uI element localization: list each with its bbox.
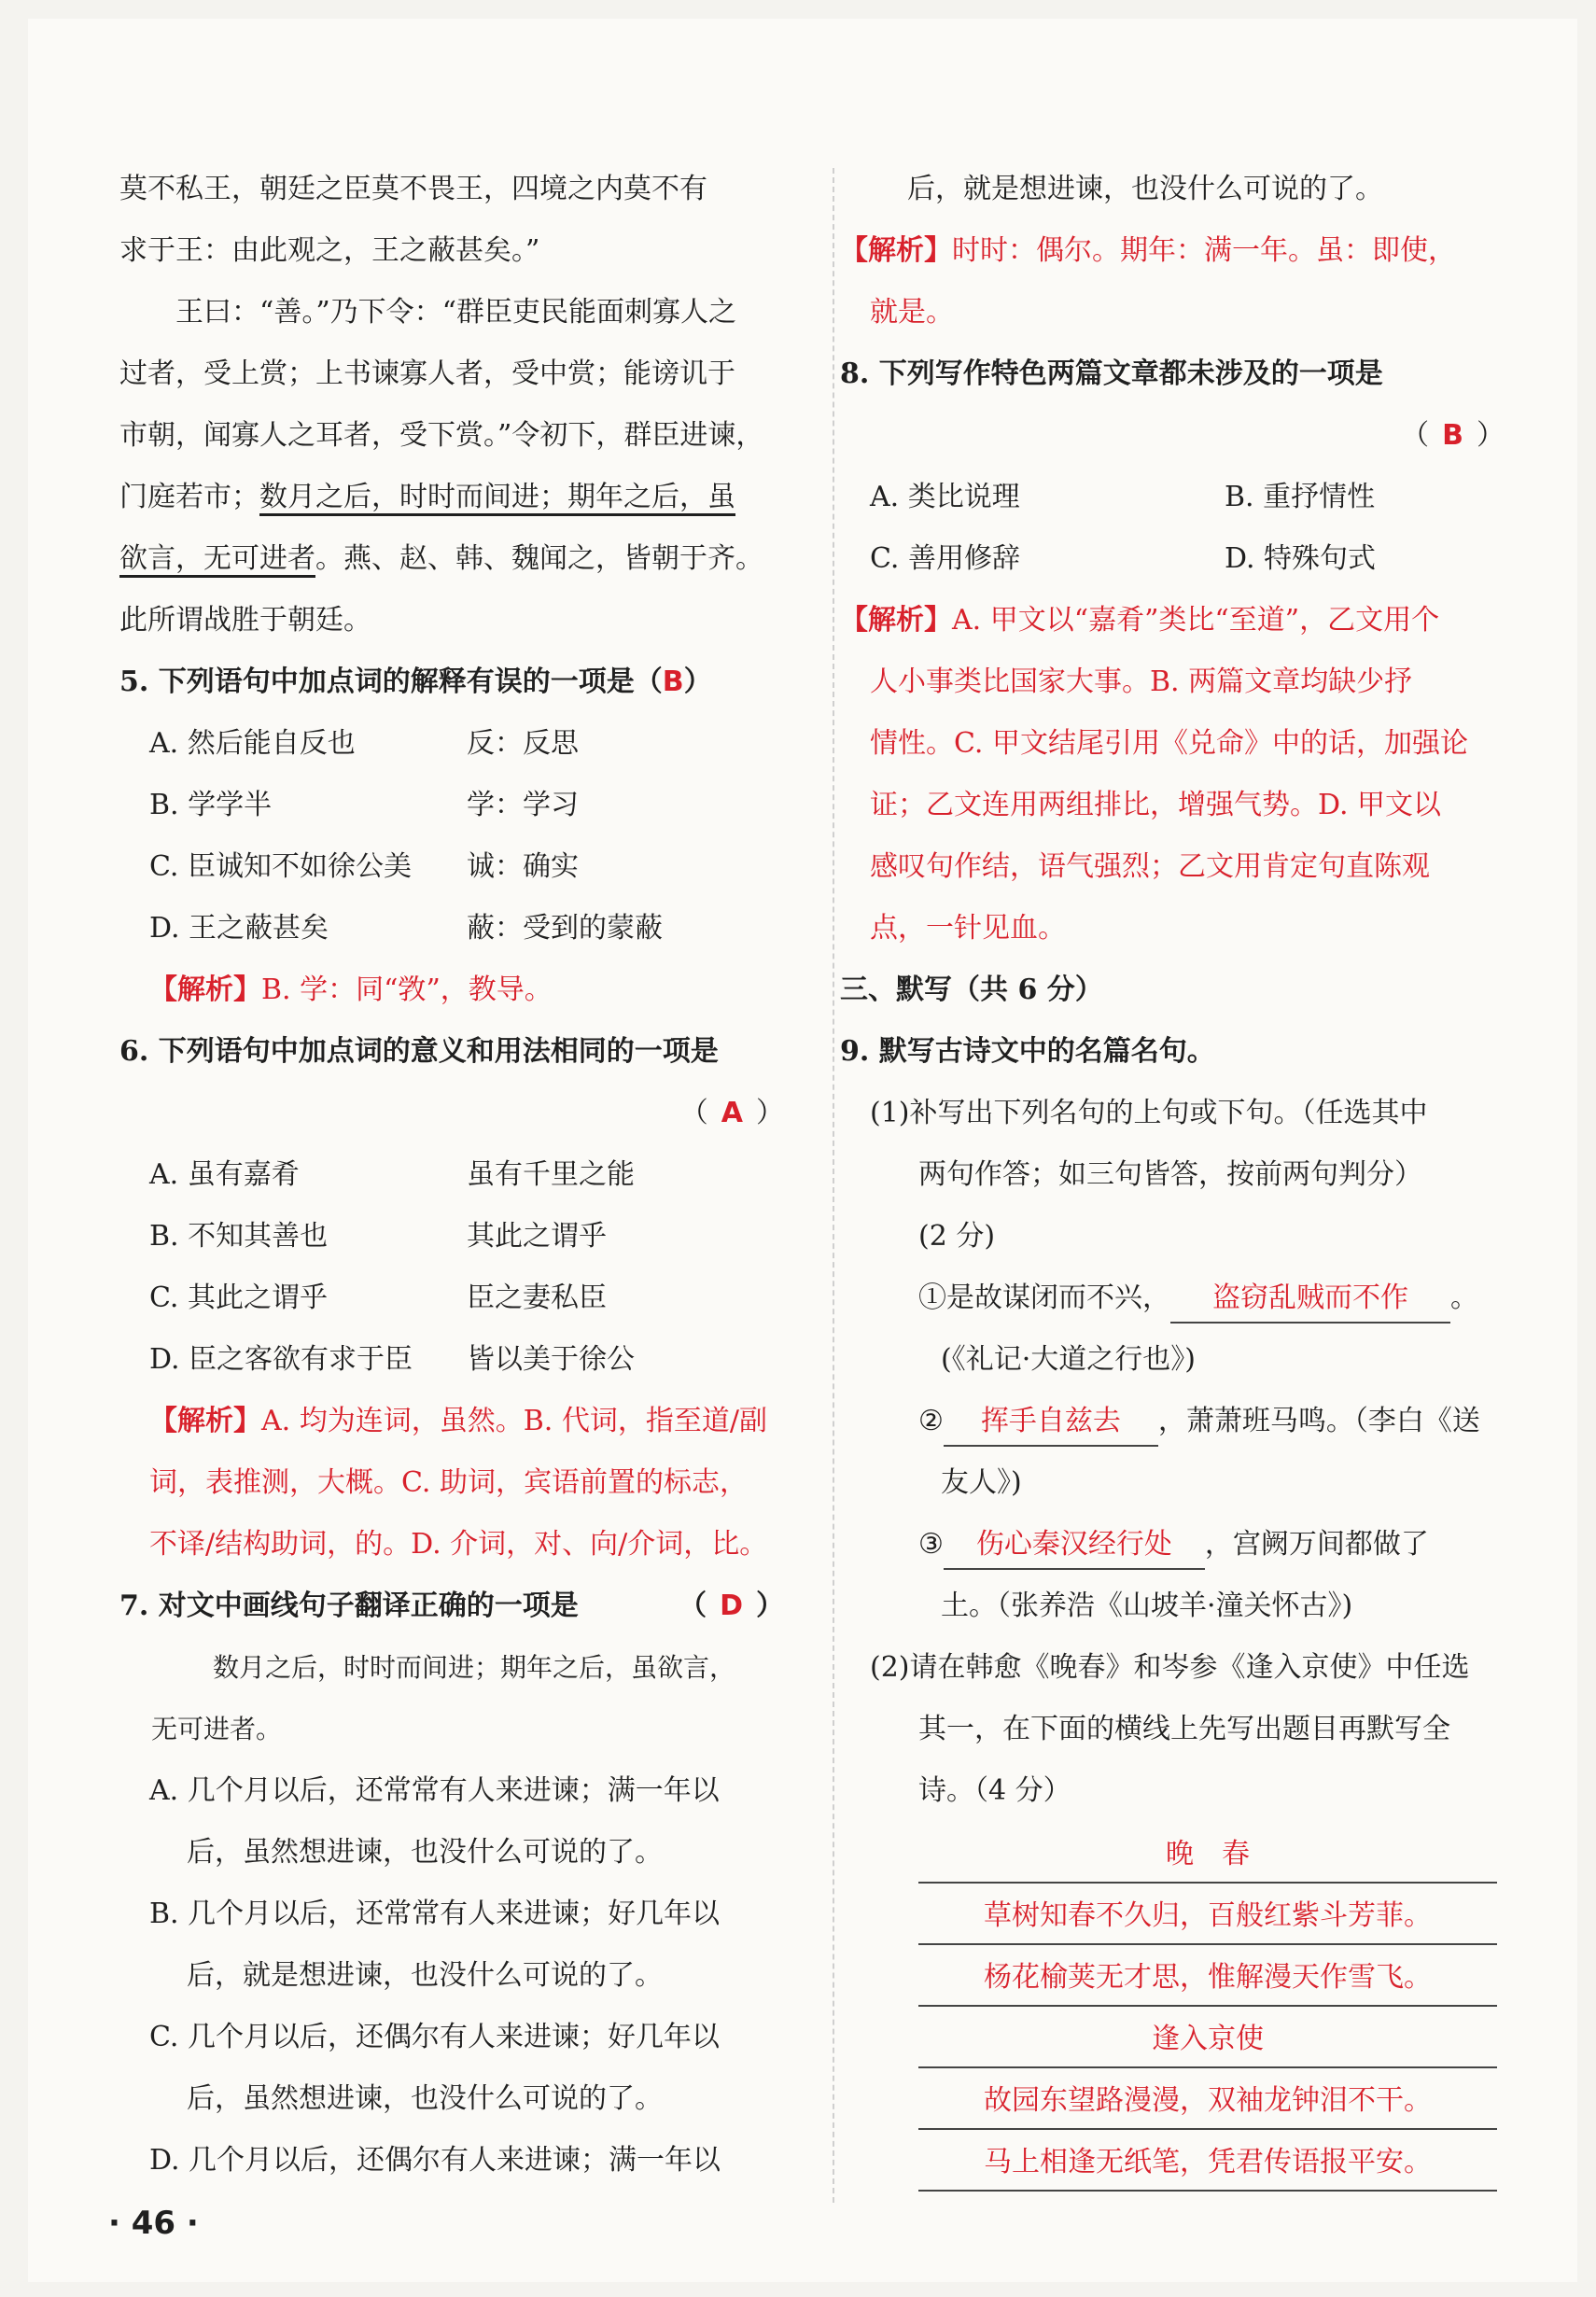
passage-line: 过者，受上赏；上书谏寡人者，受中赏；能谤讥于 <box>119 357 735 390</box>
answer-letter: B <box>662 665 684 698</box>
question-5-option: D. 王之蔽甚矣 蔽：受到的蒙蔽 <box>149 912 663 945</box>
question-5-stem: 5. 下列语句中加点词的解释有误的一项是（B） <box>119 665 712 698</box>
answer-blank: 伤心秦汉经行处 <box>944 1521 1205 1570</box>
passage-line: 欲言，无可进者。燕、赵、韩、魏闻之，皆朝于齐。 <box>119 542 763 575</box>
question-8-analysis-line: 感叹句作结，语气强烈；乙文用肯定句直陈观 <box>870 850 1430 883</box>
question-5-option: A. 然后能自反也 反：反思 <box>149 727 579 760</box>
question-7-option-cont: 后，虽然想进谏，也没什么可说的了。 <box>187 2082 663 2115</box>
question-7-analysis: 【解析】时时：偶尔。期年：满一年。虽：即使， <box>840 234 1456 267</box>
question-6-stem: 6. 下列语句中加点词的意义和用法相同的一项是 <box>119 1035 719 1068</box>
question-9-part1: (1)补写出下列名句的上句或下句。（任选其中 <box>870 1097 1428 1129</box>
answer-letter: A <box>721 1097 743 1129</box>
question-8-analysis-line: 人小事类比国家大事。B. 两篇文章均缺少抒 <box>870 665 1413 698</box>
fill-item-1-source: (《礼记·大道之行也》) <box>941 1343 1196 1376</box>
poem-line: 故园东望路漫漫，双袖龙钟泪不干。 <box>918 2068 1497 2130</box>
question-9-stem: 9. 默写古诗文中的名篇名句。 <box>840 1035 1215 1068</box>
poem-line: 马上相逢无纸笔，凭君传语报平安。 <box>918 2130 1497 2192</box>
section-heading: 三、默写（共 6 分） <box>840 973 1103 1006</box>
poem-title: 逢入京使 <box>918 2007 1497 2068</box>
question-6-analysis-line: 词，表推测，大概。C. 助词，宾语前置的标志， <box>149 1466 748 1499</box>
question-8-stem: 8. 下列写作特色两篇文章都未涉及的一项是 <box>840 357 1383 390</box>
question-8-analysis-line: 证；乙文连用两组排比，增强气势。D. 甲文以 <box>870 789 1442 821</box>
underlined-sentence: 欲言，无可进者 <box>119 542 315 575</box>
question-7-analysis-line: 就是。 <box>870 296 954 329</box>
question-6-analysis-line: 不译/结构助词，的。D. 介词，对、向/介词，比。 <box>149 1528 768 1561</box>
left-column <box>119 159 784 2192</box>
question-8-option: A. 类比说理 B. 重抒情性 <box>870 481 1376 513</box>
fill-item-3-source: 土。（张养浩《山坡羊·潼关怀古》) <box>941 1590 1353 1622</box>
answer-blank: 盗窃乱贼而不作 <box>1170 1275 1450 1324</box>
answer-letter: D <box>720 1590 743 1622</box>
question-8-analysis-line: 情性。C. 甲文结尾引用《兑命》中的话，加强论 <box>870 727 1468 760</box>
fill-item-2-source: 友人》) <box>941 1466 1022 1499</box>
column-divider <box>833 168 834 2203</box>
question-8-analysis-line: 点，一针见血。 <box>870 912 1066 945</box>
question-8-analysis: 【解析】A. 甲文以“嘉肴”类比“至道”，乙文用个 <box>840 604 1440 637</box>
answer-blank: 挥手自兹去 <box>944 1398 1158 1447</box>
underlined-sentence: 数月之后，时时而间进；期年之后，虽 <box>259 481 735 513</box>
question-7-option: C. 几个月以后，还偶尔有人来进谏；好几年以 <box>149 2021 720 2053</box>
passage-line: 门庭若市；数月之后，时时而间进；期年之后，虽 <box>119 481 735 513</box>
fill-item-1: ①是故谋闭而不兴， 盗窃乱贼而不作 。 <box>840 1268 1505 1329</box>
question-9-part1-score: (2 分) <box>918 1220 996 1253</box>
passage-line: 莫不私王，朝廷之臣莫不畏王，四境之内莫不有 <box>119 173 707 205</box>
question-9-part2-cont: 其一，在下面的横线上先写出题目再默写全 <box>918 1713 1450 1745</box>
question-6-option: C. 其此之谓乎 臣之妻私臣 <box>149 1282 607 1314</box>
fill-item-2: ② 挥手自兹去 ，萧萧班马鸣。（李白《送 <box>840 1391 1505 1452</box>
question-7-option-cont: 后，就是想进谏，也没什么可说的了。 <box>907 173 1383 205</box>
poem-title: 晚 春 <box>918 1822 1497 1884</box>
question-7-option: D. 几个月以后，还偶尔有人来进谏；满一年以 <box>149 2144 721 2177</box>
passage-line: 此所谓战胜于朝廷。 <box>119 604 371 637</box>
poem-line: 杨花榆荚无才思，惟解漫天作雪飞。 <box>918 1945 1497 2007</box>
question-7-stem: 7. 对文中画线句子翻译正确的一项是 （ D ） <box>119 1590 784 1622</box>
question-8-option: C. 善用修辞 D. 特殊句式 <box>870 542 1377 575</box>
question-5-option: C. 臣诚知不如徐公美 诚：确实 <box>149 850 579 883</box>
question-5-analysis: 【解析】B. 学：同“敩”，教导。 <box>149 973 553 1006</box>
question-6-option: A. 虽有嘉肴 虽有千里之能 <box>149 1158 635 1191</box>
passage-line: 市朝，闻寡人之耳者，受下赏。”令初下，群臣进谏， <box>119 419 764 452</box>
passage-line: 求于王：由此观之，王之蔽甚矣。” <box>119 234 540 267</box>
question-7-quote: 数月之后，时时而间进；期年之后，虽欲言， <box>213 1652 736 1683</box>
passage-line: 王曰：“善。”乃下令：“群臣吏民能面刺寡人之 <box>175 296 737 329</box>
question-5-option: B. 学学半 学：学习 <box>149 789 579 821</box>
answer-letter: B <box>1442 419 1463 452</box>
right-column <box>840 159 1505 2192</box>
question-6-analysis: 【解析】A. 均为连词，虽然。B. 代词，指至道/副 <box>149 1405 767 1437</box>
question-8-answer: （ B ） <box>1401 419 1505 452</box>
poem-line: 草树知春不久归，百般红紫斗芳菲。 <box>918 1884 1497 1945</box>
question-7-option: A. 几个月以后，还常常有人来进谏；满一年以 <box>149 1774 720 1807</box>
question-7-quote: 无可进者。 <box>151 1714 283 1744</box>
question-9-part2-cont: 诗。（4 分） <box>918 1774 1071 1807</box>
question-6-answer: （ A ） <box>679 1097 784 1129</box>
question-7-option-cont: 后，虽然想进谏，也没什么可说的了。 <box>187 1836 663 1869</box>
question-6-option: B. 不知其善也 其此之谓乎 <box>149 1220 607 1253</box>
question-7-option-cont: 后，就是想进谏，也没什么可说的了。 <box>187 1959 663 1992</box>
fill-item-3: ③ 伤心秦汉经行处 ，宫阙万间都做了 <box>840 1514 1505 1576</box>
question-9-part1-cont: 两句作答；如三句皆答，按前两句判分） <box>918 1158 1422 1191</box>
page-number: · 46 · <box>108 2205 199 2242</box>
question-6-option: D. 臣之客欲有求于臣 皆以美于徐公 <box>149 1343 635 1376</box>
question-9-part2: (2)请在韩愈《晚春》和岑参《逢入京使》中任选 <box>870 1651 1470 1684</box>
question-7-option: B. 几个月以后，还常常有人来进谏；好几年以 <box>149 1898 721 1930</box>
